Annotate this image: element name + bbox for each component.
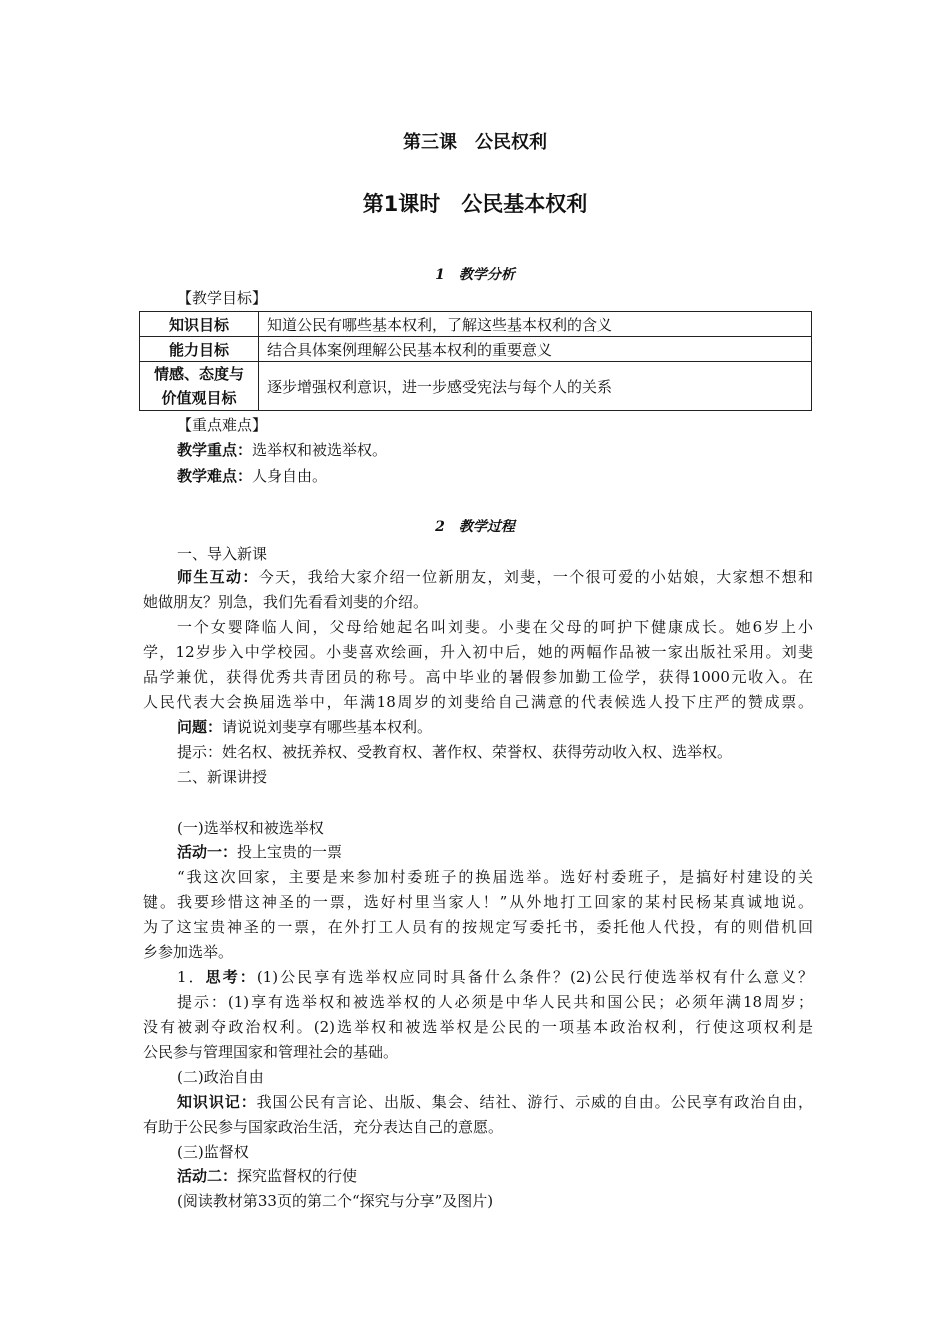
line-text: 乡参加选举。 xyxy=(143,943,234,961)
line-text: 没有被剥夺政治权利。(2)选举权和被选举权是公民的一项基本政治权利，行使这项权利是 xyxy=(143,1018,813,1036)
section-heading-analysis: 1 教学分析 xyxy=(435,267,515,283)
line-text: 一个女婴降临人间，父母给她起名叫刘斐。小斐在父母的呵护下健康成长。她6岁上小 xyxy=(177,618,813,636)
paragraph-line-quote-1 xyxy=(177,864,813,890)
period-title: 第1课时 公民基本权利 xyxy=(362,192,588,216)
goals-label: 【教学目标】 xyxy=(177,289,268,307)
line-text: (一)选举权和被选举权 xyxy=(177,819,324,837)
line-text: 她做朋友？别急，我们先看看刘斐的介绍。 xyxy=(143,593,429,611)
line-text: 一、导入新课 xyxy=(177,545,268,563)
paragraph-line-think xyxy=(177,964,813,990)
paragraph-line-sub1 xyxy=(177,815,813,841)
paragraph-line-interaction-1 xyxy=(177,564,813,590)
paragraph-line-interaction-2 xyxy=(143,589,813,615)
paragraph-line-story-4 xyxy=(143,689,813,715)
line-text: 投上宝贵的一票 xyxy=(237,843,343,861)
paragraph-line-hint2-3 xyxy=(143,1039,813,1065)
paragraph-line-hint2-1 xyxy=(177,989,813,1015)
line-text: 探究监督权的行使 xyxy=(237,1167,358,1185)
difficulty-text: 人身自由。 xyxy=(252,467,328,485)
line-text: 学，12岁步入中学校园。小斐喜欢绘画，升入初中后，她的两幅作品被一家出版社采用。刘斐 xyxy=(143,643,813,661)
focus-label: 教学重点： xyxy=(177,441,253,459)
paragraph-line-story-2 xyxy=(143,639,813,665)
goal-key-line: 价值观目标 xyxy=(161,389,237,407)
goal-key xyxy=(140,362,259,411)
goal-value: 知道公民有哪些基本权利，了解这些基本权利的含义 xyxy=(259,312,812,337)
line-text: 提示：姓名权、被抚养权、受教育权、著作权、荣誉权、获得劳动收入权、选举权。 xyxy=(177,743,733,761)
paragraph-line-quote-3 xyxy=(143,914,813,940)
paragraph-line-read xyxy=(177,1188,813,1214)
paragraph-line-quote-2 xyxy=(143,889,813,915)
line-bold-label: 思考： xyxy=(205,968,257,986)
paragraph-line-activity1 xyxy=(177,839,813,865)
line-text: 人民代表大会换届选举中，年满18周岁的刘斐给自己满意的代表候选人投下庄严的赞成票。 xyxy=(143,693,813,711)
line-bold-label: 问题： xyxy=(177,718,223,736)
line-text: (阅读教材第33页的第二个“探究与分享”及图片) xyxy=(177,1192,494,1210)
line-bold-label: 知识识记： xyxy=(177,1093,257,1111)
line-text: 键。我要珍惜这神圣的一票，选好村里当家人！”从外地打工回家的某村民杨某真诚地说。 xyxy=(143,893,813,911)
focus-text: 选举权和被选举权。 xyxy=(252,441,388,459)
line-text: 二、新课讲授 xyxy=(177,768,268,786)
line-text: 品学兼优，获得优秀共青团员的称号。高中毕业的暑假参加勤工俭学，获得1000元收入。在 xyxy=(143,668,813,686)
paragraph-line-sub2 xyxy=(177,1064,813,1090)
difficulty-label: 教学难点： xyxy=(177,467,253,485)
lesson-title: 第三课 公民权利 xyxy=(403,132,547,153)
line-text: 请说说刘斐享有哪些基本权利。 xyxy=(222,718,433,736)
table-row xyxy=(140,362,812,411)
paragraph-line-story-1 xyxy=(177,614,813,640)
goal-key: 知识目标 xyxy=(140,312,259,337)
goal-value: 结合具体案例理解公民基本权利的重要意义 xyxy=(259,337,812,362)
paragraph-line-story-3 xyxy=(143,664,813,690)
line-text: 我国公民有言论、出版、集会、结社、游行、示威的自由。公民享有政治自由， xyxy=(256,1093,813,1111)
teaching-difficulty xyxy=(177,463,813,489)
key-points-label: 【重点难点】 xyxy=(177,416,268,434)
goal-key-line: 情感、态度与 xyxy=(153,365,244,383)
line-bold-label: 师生互动： xyxy=(177,568,259,586)
paragraph-line-knowledge-1 xyxy=(177,1089,813,1115)
paragraph-line-activity2 xyxy=(177,1163,813,1189)
paragraph-line-hint-1 xyxy=(177,739,813,765)
teaching-focus xyxy=(177,437,813,463)
table-row xyxy=(140,337,812,362)
line-bold-label: 活动二： xyxy=(177,1167,238,1185)
line-text: 提示：(1)享有选举权和被选举权的人必须是中华人民共和国公民；必须年满18周岁； xyxy=(177,993,813,1011)
line-text: 今天，我给大家介绍一位新朋友，刘斐，一个很可爱的小姑娘，大家想不想和 xyxy=(258,568,813,586)
line-text: 公民参与管理国家和管理社会的基础。 xyxy=(143,1043,399,1061)
line-text: (1)公民享有选举权应同时具备什么条件？(2)公民行使选举权有什么意义？ xyxy=(256,968,813,986)
line-bold-label: 活动一： xyxy=(177,843,238,861)
paragraph-line-hint2-2 xyxy=(143,1014,813,1040)
teaching-goals-table xyxy=(139,311,812,411)
table-row xyxy=(140,312,812,337)
line-text: 有助于公民参与国家政治生活，充分表达自己的意愿。 xyxy=(143,1118,504,1136)
section-heading-process: 2 教学过程 xyxy=(435,519,515,535)
paragraph-line-knowledge-2 xyxy=(143,1114,813,1140)
paragraph-line-new-lesson xyxy=(177,764,813,790)
goal-key: 能力目标 xyxy=(140,337,259,362)
goal-value: 逐步增强权利意识，进一步感受宪法与每个人的关系 xyxy=(259,362,812,411)
paragraph-line-quote-4 xyxy=(143,939,813,965)
line-text: 为了这宝贵神圣的一票，在外打工人员有的按规定写委托书，委托他人代投，有的则借机回 xyxy=(143,918,813,936)
line-text: (二)政治自由 xyxy=(177,1068,264,1086)
paragraph-line-sub3 xyxy=(177,1139,813,1165)
line-prefix: 1． xyxy=(177,968,206,986)
line-text: (三)监督权 xyxy=(177,1143,249,1161)
paragraph-line-question xyxy=(177,714,813,740)
line-text: “我这次回家，主要是来参加村委班子的换届选举。选好村委班子，是搞好村建设的关 xyxy=(177,868,813,886)
